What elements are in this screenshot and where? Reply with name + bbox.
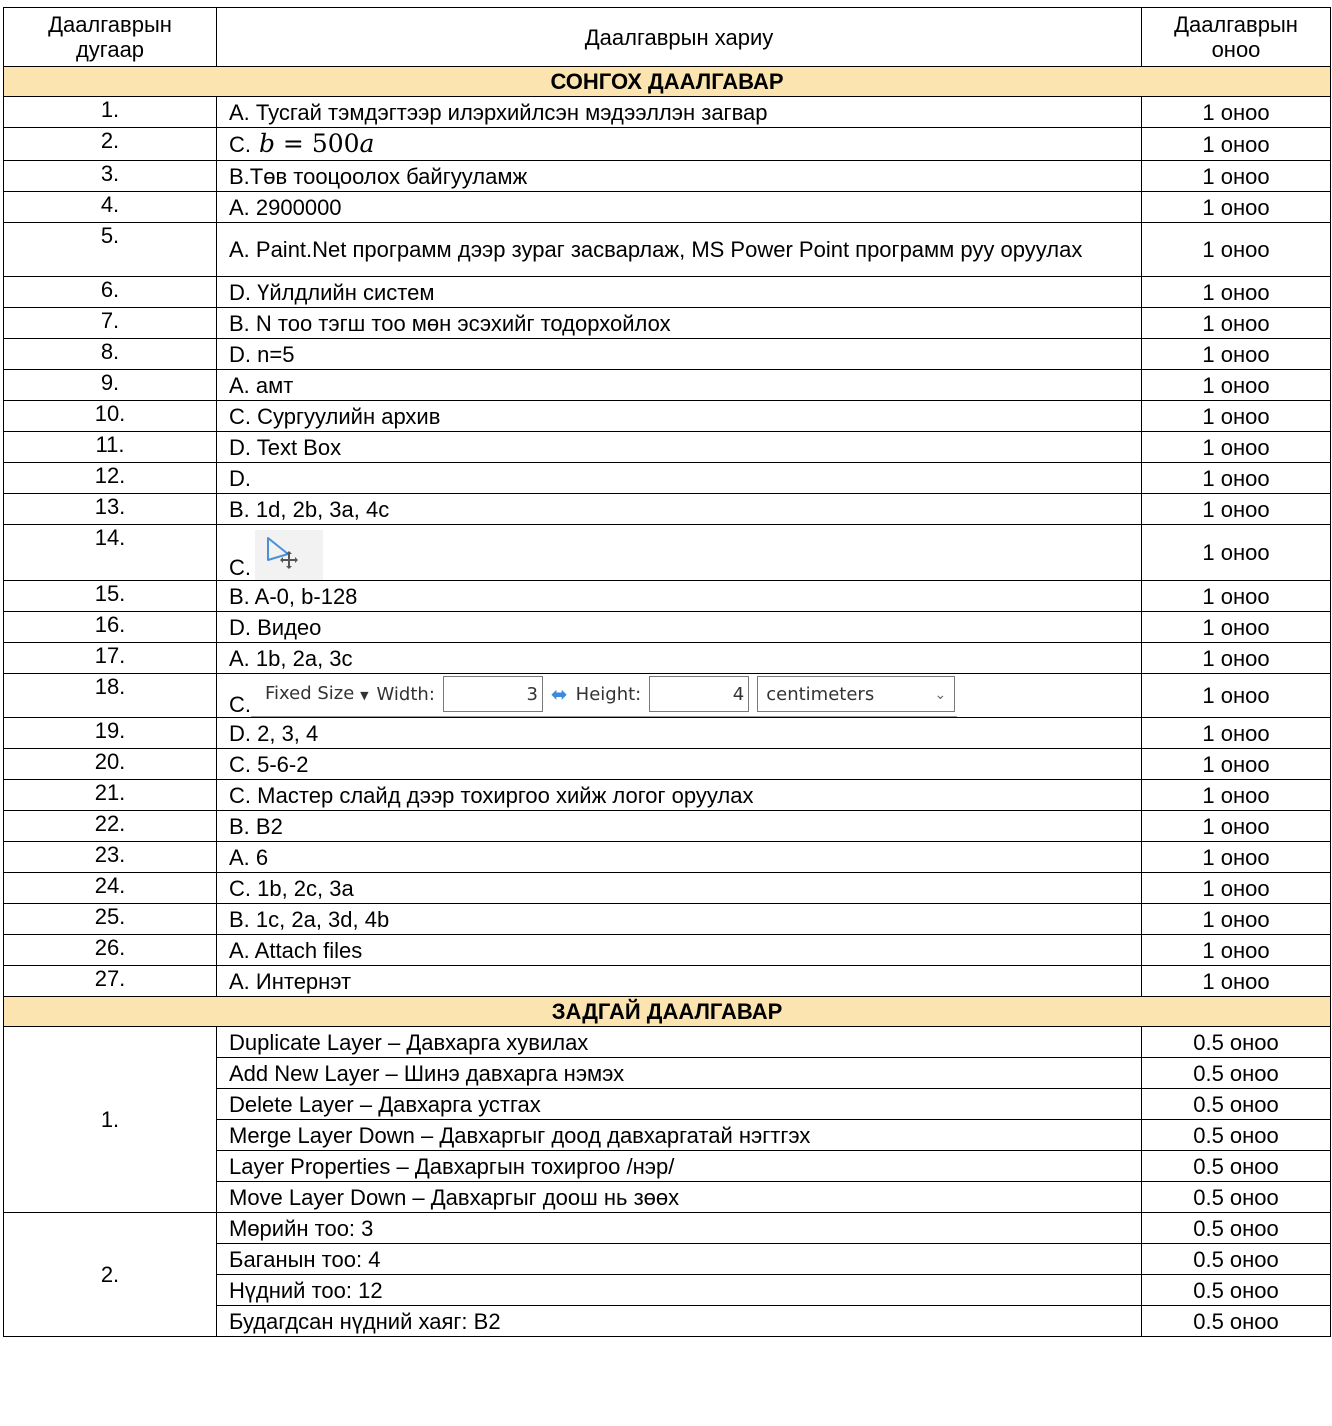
- header-row: [4, 8, 1331, 67]
- header-task-answer: Даалгаврын хариу: [217, 8, 1142, 67]
- table-row: [4, 128, 1331, 161]
- answer-text: A. Тусгай тэмдэгтээр илэрхийлсэн мэдээллэн загвар: [229, 99, 768, 125]
- section-open-tasks: [4, 997, 1331, 1027]
- answer-text: B. 1c, 2a, 3d, 4b: [229, 906, 390, 932]
- section-title: СОНГОХ ДААЛГАВАР: [4, 67, 1331, 97]
- task-number: 20.: [4, 749, 217, 780]
- table-row: [4, 612, 1331, 643]
- table-row: [4, 277, 1331, 308]
- task-answer: [217, 192, 1142, 223]
- answer-text: B. N тоо тэгш тоо мөн эсэхийг тодорхойлох: [229, 310, 671, 336]
- link-arrows-icon: ⬌: [550, 681, 568, 706]
- task-points: 1 оноо: [1142, 308, 1331, 339]
- unit-value: centimeters: [766, 684, 875, 705]
- task-points: 1 оноо: [1142, 718, 1331, 749]
- task-points: 1 оноо: [1142, 370, 1331, 401]
- selection-move-icon: [255, 530, 323, 580]
- table-row: [4, 811, 1331, 842]
- task-points: 0.5 оноо: [1142, 1306, 1331, 1337]
- task-answer: [217, 904, 1142, 935]
- task-answer: [217, 494, 1142, 525]
- width-label: Width:: [376, 683, 435, 705]
- task-points: 1 оноо: [1142, 581, 1331, 612]
- task-points: 1 оноо: [1142, 811, 1331, 842]
- task-number: 19.: [4, 718, 217, 749]
- task-answer: Add New Layer – Шинэ давхарга нэмэх: [217, 1058, 1142, 1089]
- task-points: 1 оноо: [1142, 780, 1331, 811]
- table-row: [4, 97, 1331, 128]
- task-points: 1 оноо: [1142, 128, 1331, 161]
- task-number: 1.: [4, 97, 217, 128]
- task-number: 14.: [4, 525, 217, 581]
- answer-text: A. Paint.Net программ дээр зураг засварлаж, MS Power Point программ руу оруулах: [229, 237, 1083, 262]
- answer-text: B. B2: [229, 813, 283, 839]
- answer-text: A. 6: [229, 844, 269, 870]
- task-points: 0.5 оноо: [1142, 1120, 1331, 1151]
- section-title: ЗАДГАЙ ДААЛГАВАР: [4, 997, 1331, 1027]
- task-number: 24.: [4, 873, 217, 904]
- table-row: [4, 494, 1331, 525]
- table-row: [4, 161, 1331, 192]
- task-points: 1 оноо: [1142, 432, 1331, 463]
- chevron-down-icon: ⌄: [934, 687, 947, 703]
- dropdown-arrow-icon: ▼: [360, 688, 369, 702]
- task-answer: [217, 718, 1142, 749]
- answer-text: D. Үйлдлийн систем: [229, 279, 435, 305]
- table-row: [4, 718, 1331, 749]
- math-number: 500: [311, 129, 360, 158]
- size-toolbar: [251, 674, 957, 717]
- task-answer: Duplicate Layer – Давхарга хувилах: [217, 1027, 1142, 1058]
- table-row: [4, 370, 1331, 401]
- task-answer: [217, 97, 1142, 128]
- task-points: 1 оноо: [1142, 223, 1331, 277]
- answer-text: D. 2, 3, 4: [229, 720, 319, 746]
- task-answer: [217, 128, 1142, 161]
- answer-text: A. Attach files: [229, 937, 363, 963]
- answer-text: C.: [229, 132, 251, 157]
- task-answer: [217, 277, 1142, 308]
- task-points: 1 оноо: [1142, 463, 1331, 494]
- answer-text: B.Төв тооцоолох байгууламж: [229, 163, 528, 189]
- task-answer: Нүдний тоо: 12: [217, 1275, 1142, 1306]
- answer-text: C. Сургуулийн архив: [229, 403, 441, 429]
- task-answer: Баганын тоо: 4: [217, 1244, 1142, 1275]
- task-number: 25.: [4, 904, 217, 935]
- answer-text: C. 5-6-2: [229, 751, 309, 777]
- task-number: 16.: [4, 612, 217, 643]
- task-points: 1 оноо: [1142, 494, 1331, 525]
- task-points: 0.5 оноо: [1142, 1182, 1331, 1213]
- task-number: 3.: [4, 161, 217, 192]
- task-number: 7.: [4, 308, 217, 339]
- answer-text: D. n=5: [229, 341, 295, 367]
- unit-select: [757, 676, 955, 712]
- task-points: 1 оноо: [1142, 612, 1331, 643]
- task-points: 1 оноо: [1142, 525, 1331, 581]
- task-number: 27.: [4, 966, 217, 997]
- task-number: 13.: [4, 494, 217, 525]
- task-answer: [217, 339, 1142, 370]
- table-row: [4, 1027, 1331, 1058]
- task-points: 1 оноо: [1142, 97, 1331, 128]
- answer-key-table: [3, 7, 1331, 1337]
- answer-text: C. Мастер слайд дээр тохиргоо хийж логог оруулах: [229, 782, 754, 808]
- answer-text: C.: [229, 692, 251, 717]
- task-number: 9.: [4, 370, 217, 401]
- task-points: 0.5 оноо: [1142, 1213, 1331, 1244]
- task-answer: [217, 966, 1142, 997]
- task-number: 21.: [4, 780, 217, 811]
- table-row: [4, 780, 1331, 811]
- task-points: 1 оноо: [1142, 339, 1331, 370]
- answer-text: D. Text Box: [229, 434, 342, 460]
- task-points: 1 оноо: [1142, 674, 1331, 718]
- task-number: 22.: [4, 811, 217, 842]
- answer-text: A. 1b, 2a, 3c: [229, 645, 353, 671]
- height-label: Height:: [575, 683, 642, 705]
- math-formula: [251, 129, 374, 158]
- task-answer: [217, 873, 1142, 904]
- answer-text: A. Интернэт: [229, 968, 352, 994]
- task-points: 1 оноо: [1142, 161, 1331, 192]
- answer-text: D.: [229, 465, 251, 491]
- task-answer: [217, 842, 1142, 873]
- task-number: 8.: [4, 339, 217, 370]
- table-row: [4, 339, 1331, 370]
- task-answer: [217, 401, 1142, 432]
- task-number: 23.: [4, 842, 217, 873]
- table-row: [4, 643, 1331, 674]
- task-answer: Layer Properties – Давхаргын тохиргоо /нэр/: [217, 1151, 1142, 1182]
- height-field: 4: [649, 676, 749, 712]
- task-answer: Будагдсан нүдний хаяг: B2: [217, 1306, 1142, 1337]
- task-points: 1 оноо: [1142, 873, 1331, 904]
- task-answer: [217, 463, 1142, 494]
- task-points: 1 оноо: [1142, 904, 1331, 935]
- task-answer: [217, 525, 1142, 581]
- task-answer: [217, 811, 1142, 842]
- table-row: [4, 192, 1331, 223]
- task-number: 5.: [4, 223, 217, 277]
- task-number: 12.: [4, 463, 217, 494]
- task-points: 0.5 оноо: [1142, 1027, 1331, 1058]
- task-number: 17.: [4, 643, 217, 674]
- task-points: 1 оноо: [1142, 966, 1331, 997]
- task-number: 4.: [4, 192, 217, 223]
- task-points: 0.5 оноо: [1142, 1275, 1331, 1306]
- task-number: 1.: [4, 1027, 217, 1213]
- task-answer: [217, 432, 1142, 463]
- table-row: [4, 401, 1331, 432]
- math-equals: =: [274, 129, 312, 158]
- task-answer: [217, 674, 1142, 718]
- table-row: [4, 1213, 1331, 1244]
- header-task-number: Даалгаврын дугаар: [4, 8, 217, 67]
- answer-text: B. A-0, b-128: [229, 583, 358, 609]
- fixed-size-label: Fixed Size: [265, 682, 355, 704]
- task-answer: [217, 370, 1142, 401]
- table-row: [4, 935, 1331, 966]
- task-answer: [217, 935, 1142, 966]
- table-row: [4, 749, 1331, 780]
- task-answer: [217, 612, 1142, 643]
- answer-text: A. 2900000: [229, 194, 342, 220]
- table-row: [4, 674, 1331, 718]
- width-field: 3: [443, 676, 543, 712]
- task-points: 0.5 оноо: [1142, 1244, 1331, 1275]
- task-answer: [217, 749, 1142, 780]
- task-answer: Delete Layer – Давхарга устгах: [217, 1089, 1142, 1120]
- table-row: [4, 873, 1331, 904]
- task-points: 0.5 оноо: [1142, 1151, 1331, 1182]
- task-answer: [217, 161, 1142, 192]
- task-number: 18.: [4, 674, 217, 718]
- task-answer: Merge Layer Down – Давхаргыг доод давхаргатай нэгтгэх: [217, 1120, 1142, 1151]
- table-row: [4, 308, 1331, 339]
- answer-text: C. 1b, 2c, 3a: [229, 875, 354, 901]
- task-points: 1 оноо: [1142, 749, 1331, 780]
- section-closed-tasks: [4, 67, 1331, 97]
- table-row: [4, 842, 1331, 873]
- fixed-size-dropdown: [265, 681, 369, 708]
- table-row: [4, 223, 1331, 277]
- task-points: 1 оноо: [1142, 935, 1331, 966]
- task-answer: [217, 643, 1142, 674]
- task-number: 6.: [4, 277, 217, 308]
- answer-text: B. 1d, 2b, 3a, 4c: [229, 496, 390, 522]
- task-points: 0.5 оноо: [1142, 1058, 1331, 1089]
- math-var-a: a: [359, 129, 375, 158]
- task-points: 1 оноо: [1142, 842, 1331, 873]
- task-answer: [217, 223, 1142, 277]
- task-number: 26.: [4, 935, 217, 966]
- task-points: 0.5 оноо: [1142, 1089, 1331, 1120]
- answer-text: C.: [229, 555, 251, 580]
- math-var-b: b: [258, 129, 275, 158]
- task-number: 2.: [4, 1213, 217, 1337]
- header-task-points: Даалгаврын оноо: [1142, 8, 1331, 67]
- task-number: 10.: [4, 401, 217, 432]
- task-answer: [217, 780, 1142, 811]
- task-answer: Мөрийн тоо: 3: [217, 1213, 1142, 1244]
- task-number: 2.: [4, 128, 217, 161]
- answer-text: D. Видео: [229, 614, 322, 640]
- task-points: 1 оноо: [1142, 277, 1331, 308]
- answer-text: A. амт: [229, 372, 294, 398]
- table-row: [4, 966, 1331, 997]
- task-answer: Move Layer Down – Давхаргыг доош нь зөөх: [217, 1182, 1142, 1213]
- task-answer: [217, 308, 1142, 339]
- task-points: 1 оноо: [1142, 401, 1331, 432]
- task-answer: [217, 581, 1142, 612]
- table-row: [4, 463, 1331, 494]
- task-number: 15.: [4, 581, 217, 612]
- table-row: [4, 432, 1331, 463]
- task-points: 1 оноо: [1142, 643, 1331, 674]
- table-row: [4, 904, 1331, 935]
- task-points: 1 оноо: [1142, 192, 1331, 223]
- table-row: [4, 581, 1331, 612]
- table-row: [4, 525, 1331, 581]
- task-number: 11.: [4, 432, 217, 463]
